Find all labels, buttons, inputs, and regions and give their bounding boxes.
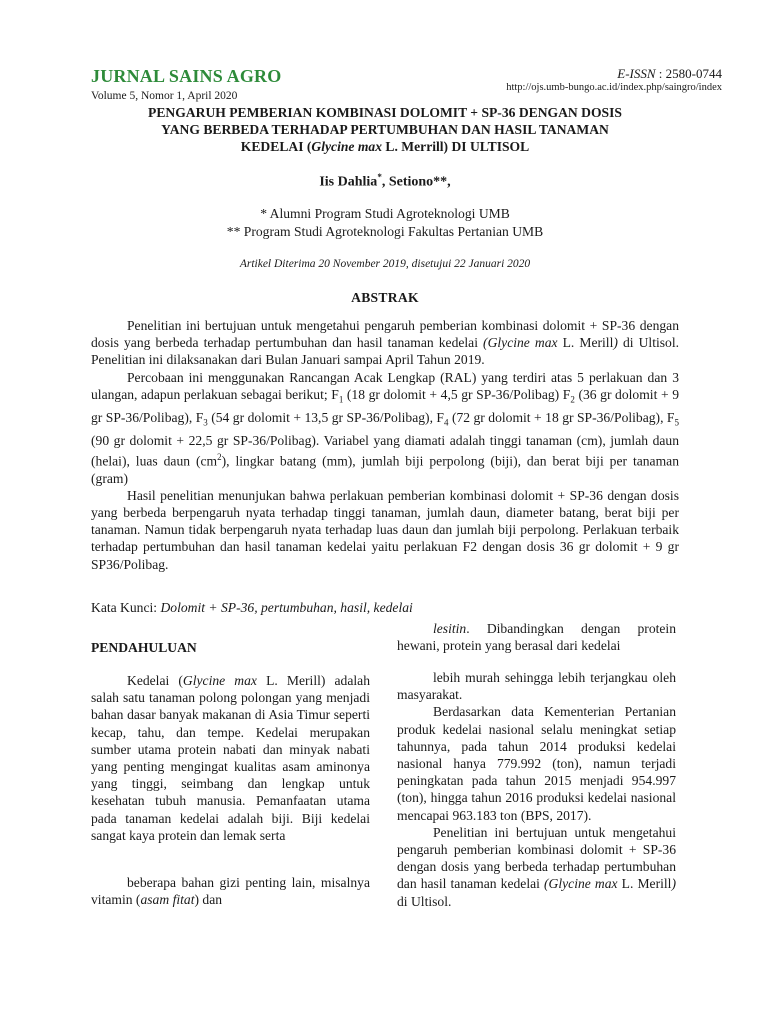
abstract-text: (90 gr dolomit + 22,5 gr SP-36/Polibag). Variabel yang diamati adalah tinggi tanaman (cm), jumlah daun (helai), luas daun (cm — [91, 432, 679, 469]
right-column-bottom — [397, 669, 676, 910]
abstract-text: (36 gr dolomit + 9 gr SP-36/Polibag), F — [91, 386, 679, 425]
abstract-paragraph — [91, 317, 679, 369]
affiliations — [91, 205, 679, 241]
right-column-top — [397, 620, 676, 654]
abstract-text: ), lingkar batang (mm), jumlah biji perpolong (biji), dan berat biji per tanaman (gram) — [91, 453, 679, 486]
species-name: (Glycine max — [544, 876, 618, 892]
keywords-list: Dolomit + SP-36, pertumbuhan, hasil, kedelai — [160, 600, 413, 615]
abstract-paragraph — [91, 369, 679, 487]
title-line: PENGARUH PEMBERIAN KOMBINASI DOLOMIT + SP-36 DENGAN DOSIS — [148, 105, 622, 120]
subscript: 5 — [674, 417, 679, 428]
abstract-paragraph: Hasil penelitian menunjukan bahwa perlakuan pemberian kombinasi dolomit + SP-36 dengan dosis yang berbeda berpengaruh nyata terhadap tinggi tanaman, jumlah daun, diameter batang, berat biji per tanaman. Namun tidak berpengaruh nyata terhadap luas daun dan jumlah biji perpolong. Perlakuan terbaik terhadap pertumbuhan dan hasil tanaman kedelai yaitu perlakuan F2 dengan dosis 36 gr dolomit + 9 gr SP36/Polibag. — [91, 487, 679, 572]
abstract-text: (18 gr dolomit + 4,5 gr SP-36/Polibag) F — [343, 386, 571, 402]
affiliation: ** Program Studi Agroteknologi Fakultas Pertanian UMB — [226, 224, 544, 239]
subscript: 2 — [570, 394, 575, 405]
intro-text: ) — [671, 876, 676, 892]
journal-url[interactable]: http://ojs.umb-bungo.ac.id/index.php/saingro/index — [506, 82, 722, 93]
subscript: 1 — [338, 394, 344, 405]
intro-italic: lesitin — [433, 621, 467, 636]
intro-italic: asam fitat — [140, 892, 195, 908]
intro-paragraph — [397, 824, 676, 910]
paper-title — [91, 104, 679, 155]
journal-name: JURNAL SAINS AGRO — [91, 66, 282, 86]
abstract-body — [91, 317, 679, 573]
title-line: YANG BERBEDA TERHADAP PERTUMBUHAN DAN HASIL TANAMAN — [161, 122, 609, 137]
author-name: , Setiono**, — [381, 174, 451, 190]
left-column-bottom — [91, 874, 370, 908]
intro-paragraph — [91, 672, 370, 844]
title-text: L. Merrill) DI ULTISOL — [382, 139, 530, 154]
issn-label: E-ISSN — [617, 66, 656, 81]
intro-text: Penelitian ini bertujuan untuk mengetahui pengaruh pemberian kombinasi dolomit + SP-36 dengan dosis yang berbeda terhadap pertumbuhan dan hasil tanaman kedelai — [397, 824, 676, 892]
author-name: Iis Dahlia — [319, 174, 378, 190]
abstract-text: L. Merill — [557, 335, 614, 351]
intro-text: beberapa bahan gizi penting lain, misalnya vitamin ( — [91, 875, 370, 908]
author-mark: * — [377, 172, 382, 182]
title-species: Glycine max — [311, 139, 383, 154]
abstract-text: Penelitian ini bertujuan untuk mengetahui pengaruh pemberian kombinasi dolomit + SP-36 dengan dosis yang berbeda terhadap pertumbuhan dan hasil tanaman kedelai — [91, 318, 679, 351]
intro-paragraph — [91, 874, 370, 908]
title-line — [91, 138, 679, 155]
section-heading-introduction: PENDAHULUAN — [91, 640, 197, 655]
subscript: 4 — [443, 417, 449, 428]
abstract-heading: ABSTRAK — [351, 290, 419, 305]
intro-text: ) dan — [194, 892, 223, 908]
keywords-label: Kata Kunci: — [91, 600, 161, 615]
article-dates: Artikel Diterima 20 November 2019, disetujui 22 Januari 2020 — [239, 258, 531, 270]
species-name: Glycine max — [182, 673, 257, 688]
abstract-text: (72 gr dolomit + 18 gr SP-36/Polibag), F — [448, 409, 675, 425]
keywords — [91, 600, 413, 616]
intro-text: L. Merill) adalah salah satu tanaman polong polongan yang menjadi bahan dasar banyak makanan di Asia Timur seperti kecap, tahu, dan tempe. Kedelai merupakan sumber utama protein nabati dan minyak nabati yang penting mengingat kualitas asam aminonya yang tinggi, seimbang dan lengkap untuk kesehatan tubuh manusia. Pemanfaatan utama pada tanaman kedelai adalah biji. Biji kedelai sangat kaya protein dan lemak serta — [91, 673, 370, 843]
species-name: (Glycine max — [483, 335, 558, 351]
intro-text: . Dibandingkan dengan protein hewani, protein yang berasal dari kedelai — [397, 621, 676, 654]
issn-value: : 2580-0744 — [658, 66, 722, 81]
left-column-top — [91, 672, 370, 844]
affiliation: * Alumni Program Studi Agroteknologi UMB — [260, 206, 510, 221]
title-text: KEDELAI ( — [240, 139, 312, 154]
abstract-text: di Ultisol. Penelitian ini dilaksanakan dari Bulan Januari sampai April Tahun 2019. — [91, 335, 680, 368]
journal-volume: Volume 5, Nomor 1, April 2020 — [91, 90, 238, 102]
paper-authors — [91, 172, 679, 191]
intro-text: L. Merill — [617, 876, 672, 892]
intro-text: di Ultisol. — [397, 893, 452, 909]
intro-paragraph: lebih murah sehingga lebih terjangkau oleh masyarakat. — [397, 670, 676, 703]
abstract-text: Percobaan ini menggunakan Rancangan Acak Lengkap (RAL) yang terdiri atas 5 perlakuan dan 3 ulangan, adapun perlakuan sebagai berikut; F — [91, 369, 679, 402]
subscript: 3 — [203, 417, 208, 428]
abstract-text: (54 gr dolomit + 13,5 gr SP-36/Polibag), F — [207, 409, 444, 425]
intro-text: Kedelai ( — [127, 673, 183, 688]
journal-issn — [617, 66, 722, 82]
superscript: 2 — [217, 451, 222, 462]
intro-paragraph: Berdasarkan data Kementerian Pertanian produk kedelai nasional selalu meningkat setiap tahunnya, pada tahun 2014 produksi kedelai nasional hanya 779.992 (ton), namun terjadi peningkatan pada tahun 2015 menjadi 954.997 (ton), hingga tahun 2016 produksi kedelai nasional mencapai 963.183 ton (BPS, 2017). — [397, 704, 676, 823]
abstract-text: ) — [613, 335, 618, 351]
intro-paragraph — [397, 620, 676, 654]
